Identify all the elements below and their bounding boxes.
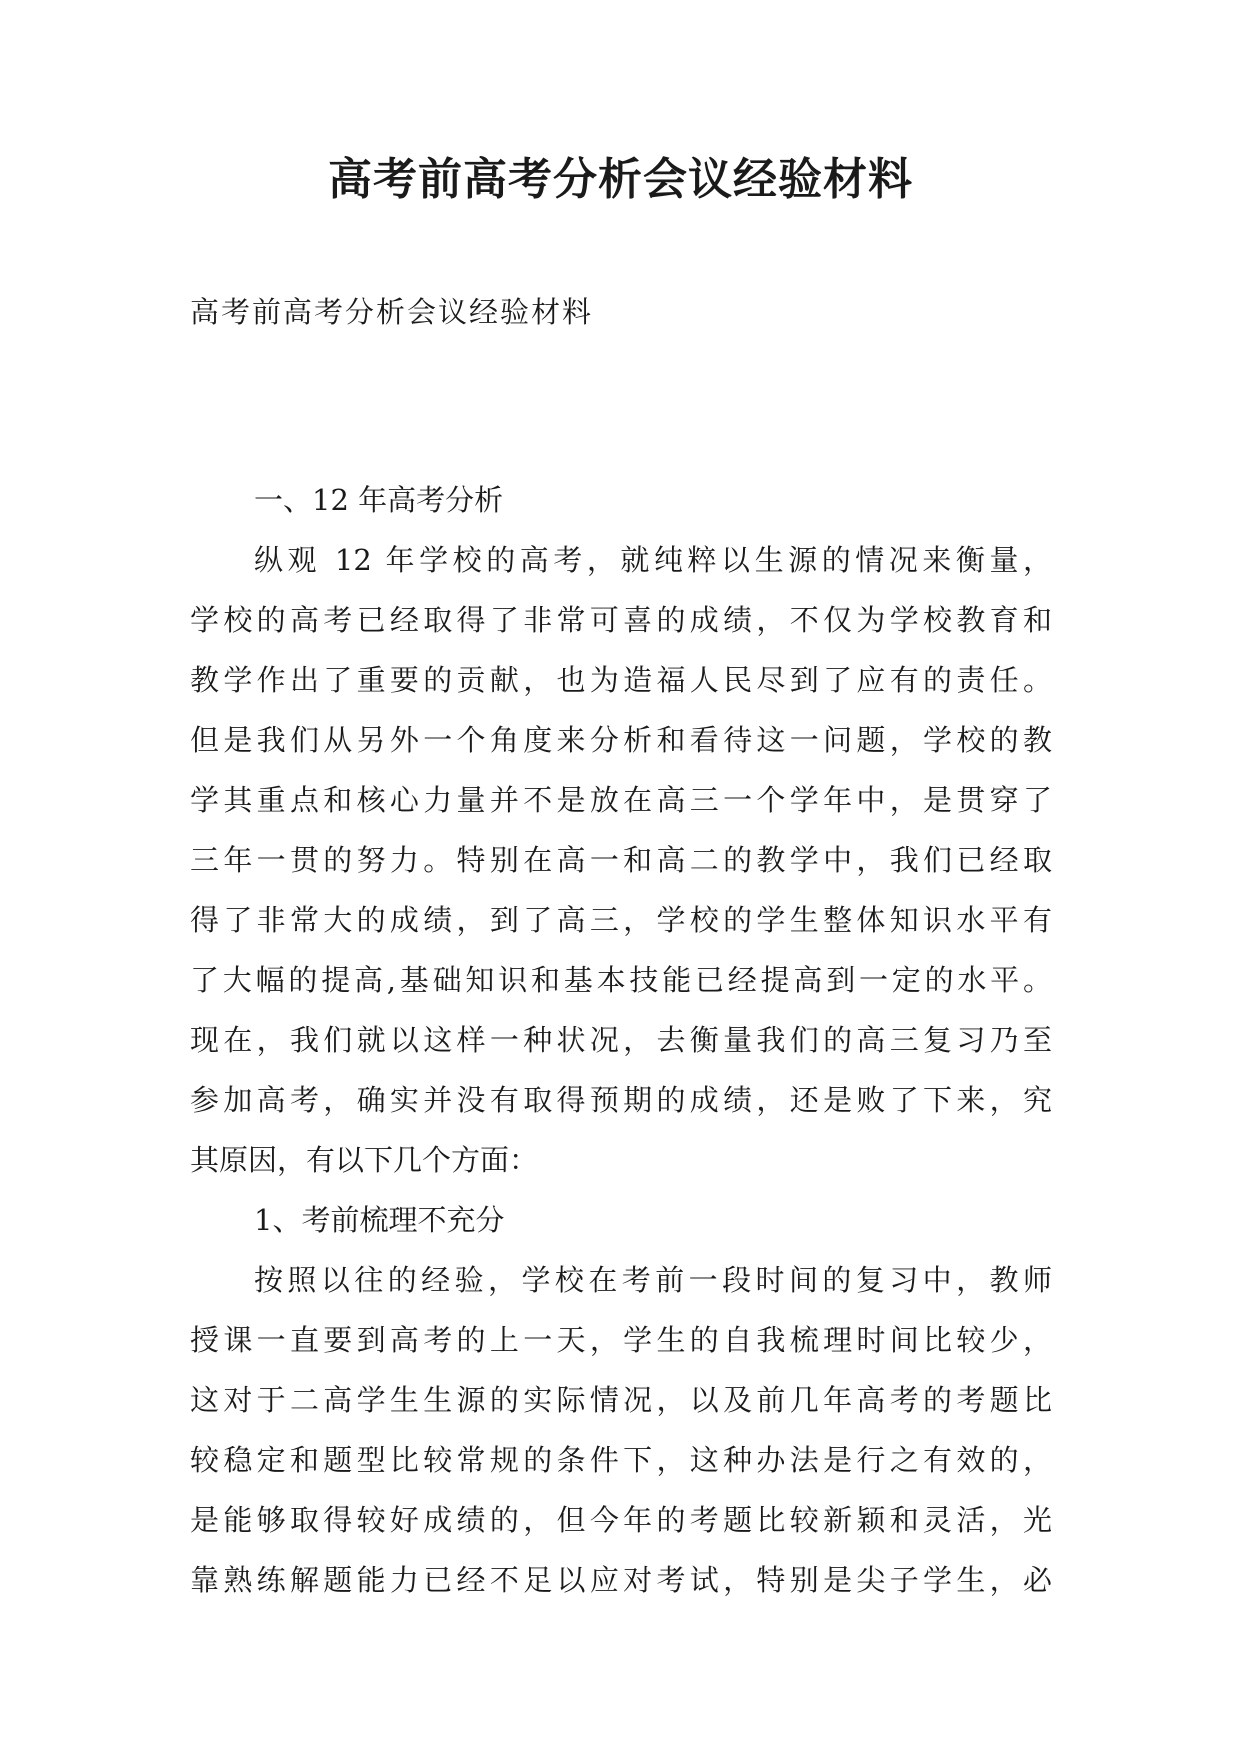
- body-text-line: 这对于二高学生生源的实际情况，以及前几年高考的考题比: [190, 1383, 1052, 1417]
- document-subtitle: 高考前高考分析会议经验材料: [190, 295, 594, 329]
- body-text-line: 按照以往的经验，学校在考前一段时间的复习中，教师: [254, 1263, 1052, 1297]
- body-text-line: 参加高考，确实并没有取得预期的成绩，还是败了下来，究: [190, 1083, 1052, 1117]
- body-text-line: 三年一贯的努力。特别在高一和高二的教学中，我们已经取: [190, 843, 1052, 877]
- body-text-line: 较稳定和题型比较常规的条件下，这种办法是行之有效的，: [190, 1443, 1052, 1477]
- body-text-line: 一、12 年高考分析: [254, 483, 504, 517]
- body-text-line: 其原因，有以下几个方面：: [190, 1143, 539, 1177]
- body-text-line: 1、考前梳理不充分: [254, 1203, 505, 1237]
- body-text-line: 教学作出了重要的贡献，也为造福人民尽到了应有的责任。: [190, 663, 1052, 697]
- body-text-line: 学其重点和核心力量并不是放在高三一个学年中，是贯穿了: [190, 783, 1052, 817]
- body-text-line: 是能够取得较好成绩的，但今年的考题比较新颖和灵活，光: [190, 1503, 1052, 1537]
- document-body: [190, 470, 1052, 1610]
- document-title: 高考前高考分析会议经验材料: [328, 154, 913, 205]
- body-text-line: 了大幅的提高,基础知识和基本技能已经提高到一定的水平。: [190, 963, 1052, 997]
- body-text-line: 但是我们从另外一个角度来分析和看待这一问题，学校的教: [190, 723, 1052, 757]
- body-text-line: 靠熟练解题能力已经不足以应对考试，特别是尖子学生，必: [190, 1563, 1052, 1597]
- body-text-line: 纵观 12 年学校的高考，就纯粹以生源的情况来衡量，: [254, 543, 1052, 577]
- body-text-line: 得了非常大的成绩，到了高三，学校的学生整体知识水平有: [190, 903, 1052, 937]
- body-text-line: 授课一直要到高考的上一天，学生的自我梳理时间比较少，: [190, 1323, 1052, 1357]
- body-text-line: 现在，我们就以这样一种状况，去衡量我们的高三复习乃至: [190, 1023, 1052, 1057]
- body-text-line: 学校的高考已经取得了非常可喜的成绩，不仅为学校教育和: [190, 603, 1052, 637]
